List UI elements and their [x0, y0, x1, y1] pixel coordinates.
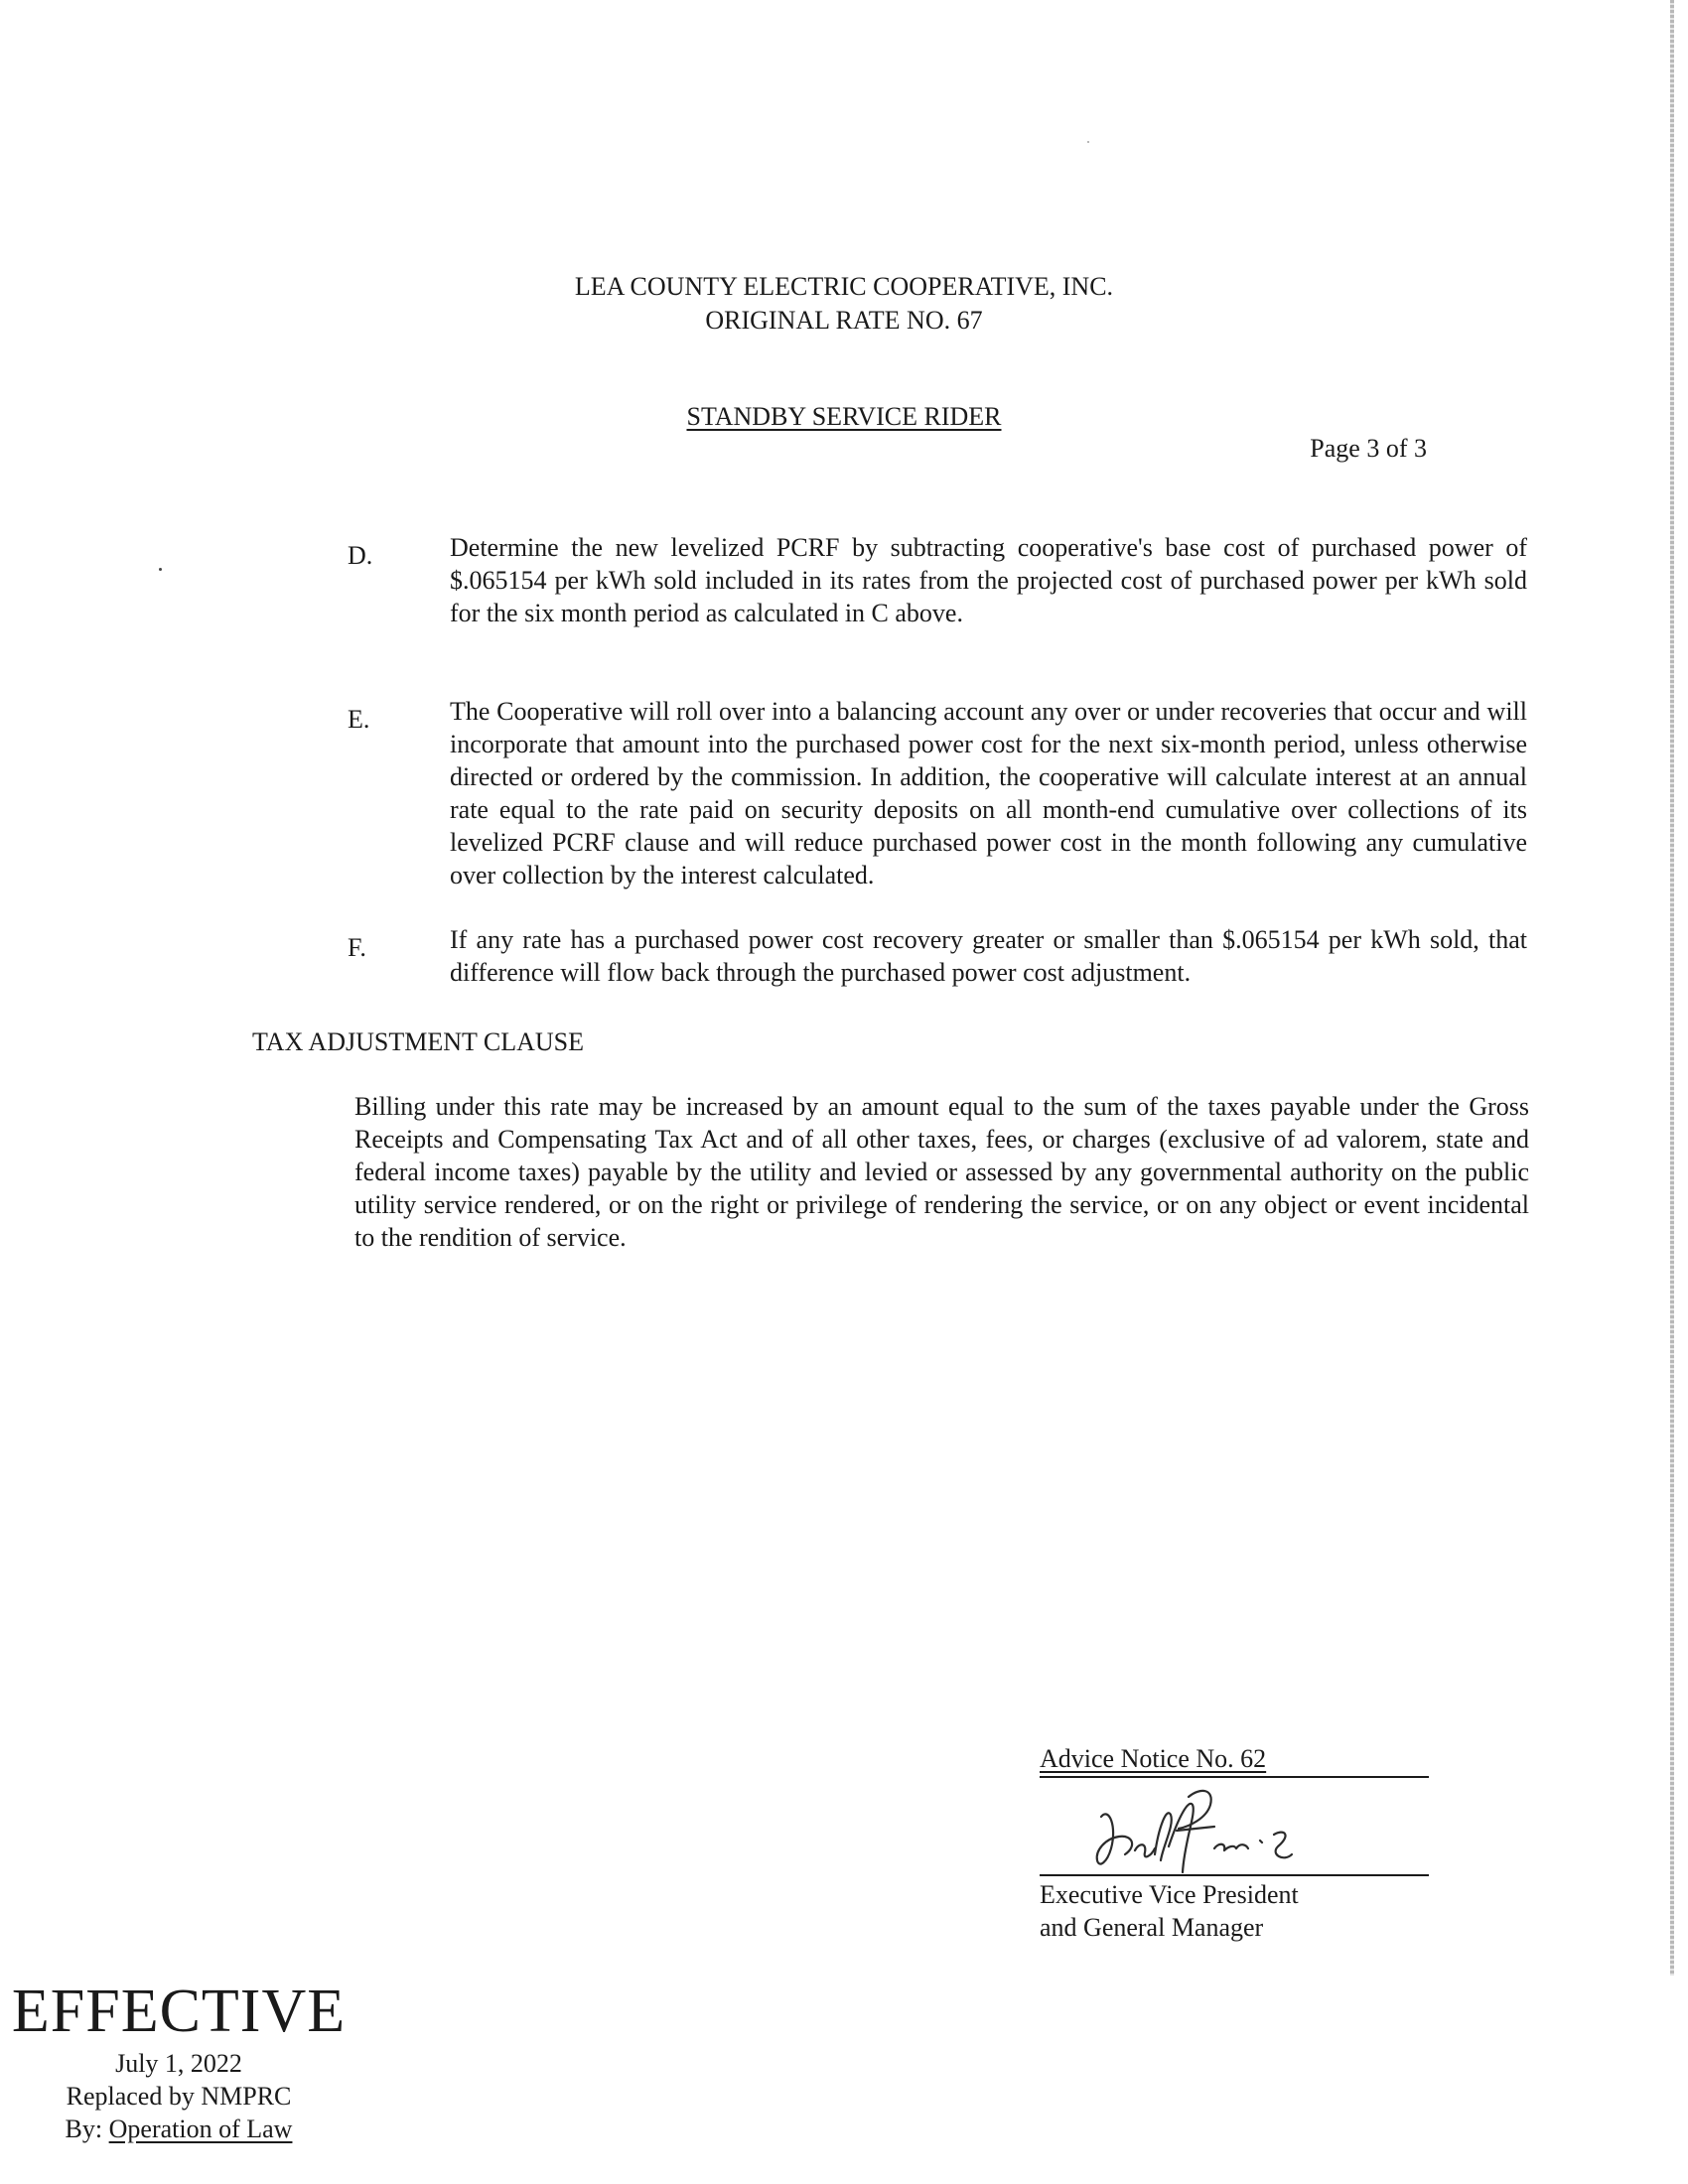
rider-title: [0, 400, 1688, 434]
item-letter: D.: [348, 541, 373, 570]
item-text: If any rate has a purchased power cost recovery greater or smaller than $.065154 per kWh sold, that difference will flow back through the purchased power cost adjustment.: [450, 925, 1527, 987]
item-letter: F.: [348, 933, 366, 962]
page-number: Page 3 of 3: [1310, 434, 1427, 463]
rider-title-text: STANDBY SERVICE RIDER: [686, 402, 1002, 431]
tax-heading: TAX ADJUSTMENT CLAUSE: [252, 1027, 585, 1056]
authority-prefix: By:: [65, 2115, 109, 2143]
signatory-title: [1040, 1878, 1299, 1944]
item-letter: E.: [348, 705, 370, 734]
signature: [1040, 1777, 1429, 1876]
effective-label: EFFECTIVE: [11, 1978, 347, 2045]
rate-number: ORIGINAL RATE NO. 67: [705, 306, 983, 335]
item-text: The Cooperative will roll over into a balancing account any over or under recoveries that occur and will incorporate that amount into the purchased power cost for the next six-month period, unless otherwise directed or ordered by the commission. In addition, the cooperative will calculate interest at an annual rate equal to the rate paid on security deposits on all month-end cumulative over collections of its levelized PCRF clause and will reduce purchased power cost in the month following any cumulative over collection by the interest calculated.: [450, 697, 1527, 889]
advice-notice-text: Advice Notice No. 62: [1040, 1744, 1267, 1773]
replaced-by: Replaced by NMPRC: [66, 2082, 292, 2111]
advice-notice: [1040, 1742, 1429, 1778]
tax-body: Billing under this rate may be increased by an amount equal to the sum of the taxes payable under the Gross Receipts and Compensating Tax Act and of all other taxes, fees, or charges (exclusive of ad valorem, state and federal income taxes) payable by the utility and levied or assessed by any governmental authority on the public utility service rendered, or on the right or privilege of rendering the service, or on any object or event incidental to the rendition of service.: [354, 1092, 1529, 1252]
effective-stamp: [10, 1976, 348, 2145]
authority-line: [10, 2113, 348, 2145]
company-name: LEA COUNTY ELECTRIC COOPERATIVE, INC.: [574, 272, 1114, 301]
document-header: [0, 270, 1688, 338]
item-text: Determine the new levelized PCRF by subtracting cooperative's base cost of purchased power of $.065154 per kWh sold included in its rates from the projected cost of purchased power per kWh sold for the six month period as calculated in C above.: [450, 533, 1527, 627]
scan-speck: [159, 568, 162, 571]
signature-scribble: [1040, 1777, 1429, 1874]
signatory-title-line1: Executive Vice President: [1040, 1880, 1299, 1909]
authority-value: Operation of Law: [108, 2115, 293, 2143]
signatory-title-line2: and General Manager: [1040, 1913, 1264, 1942]
effective-date: July 1, 2022: [115, 2049, 242, 2078]
scan-speck: [1087, 141, 1089, 143]
